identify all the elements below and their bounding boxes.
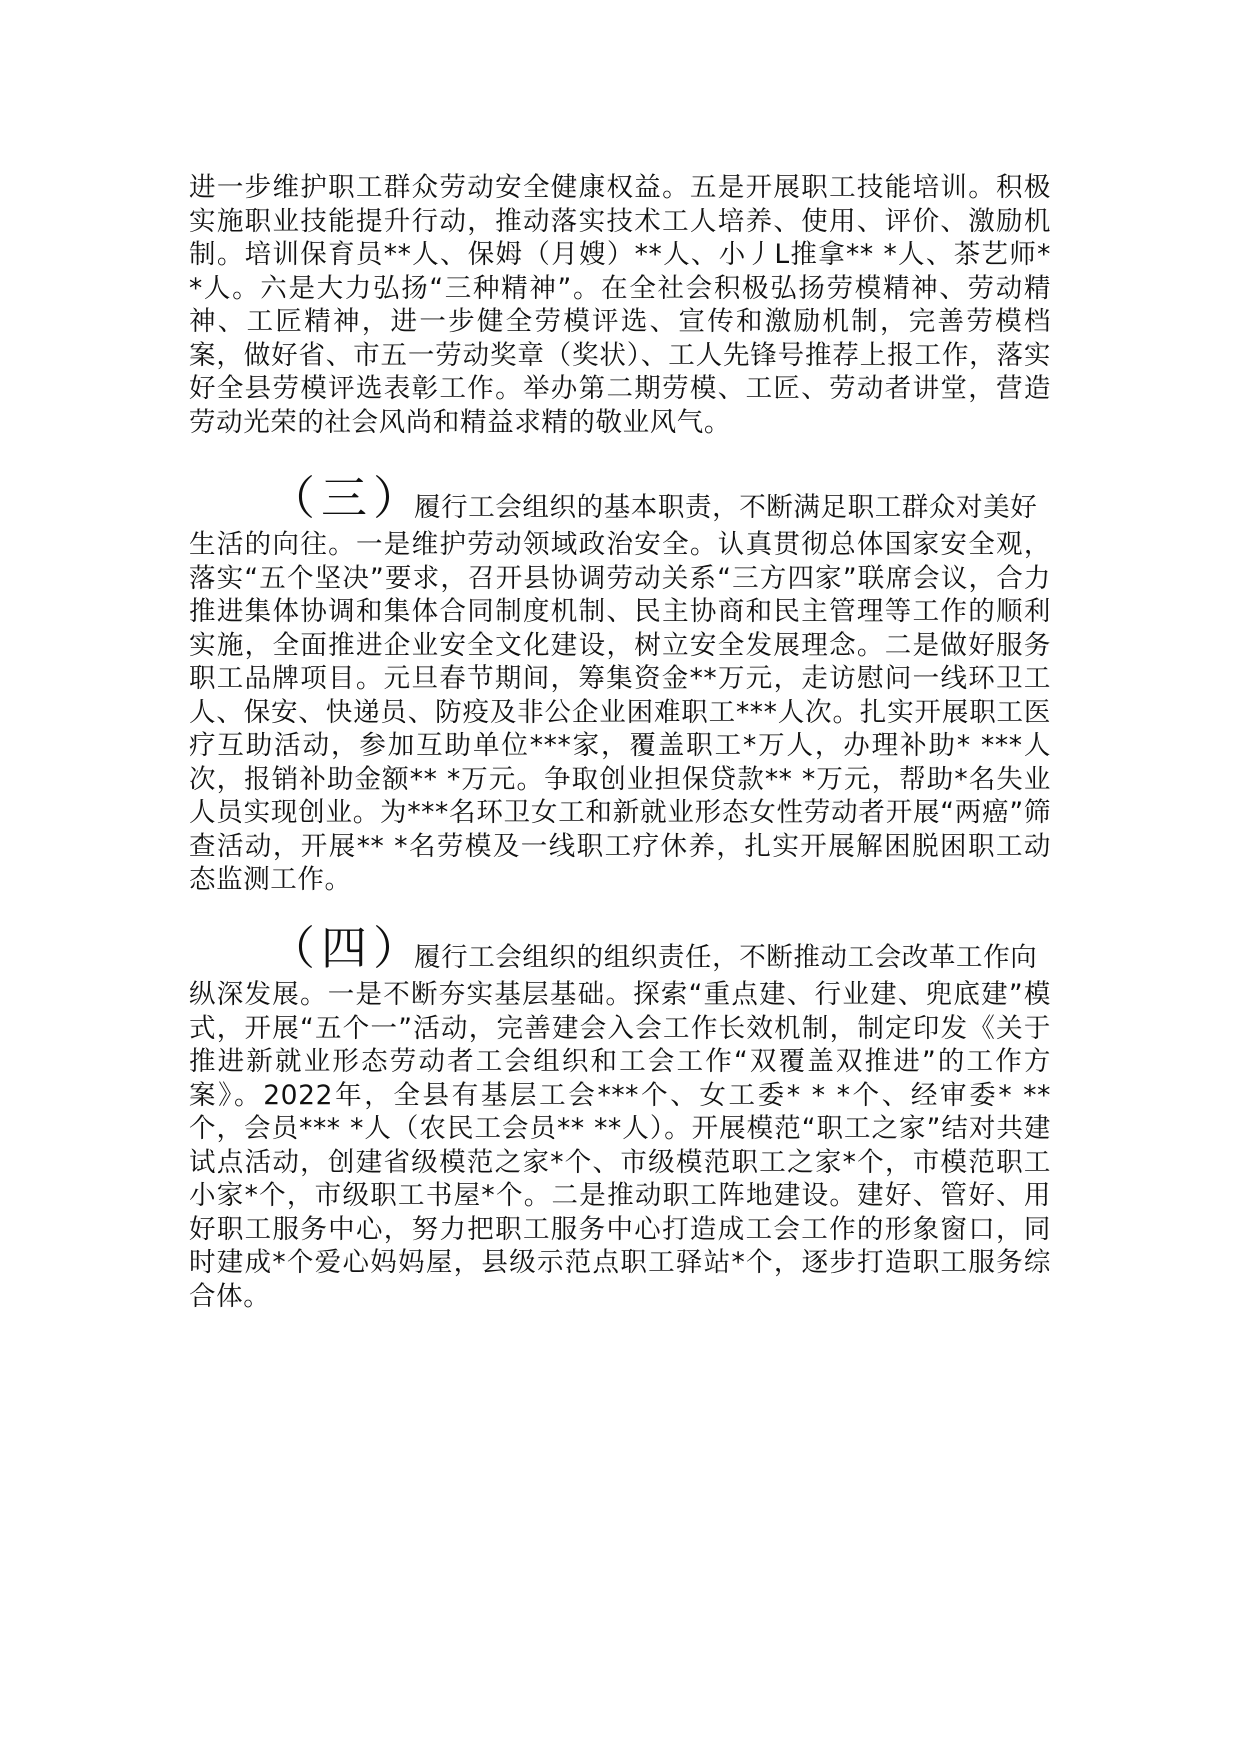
section-three-heading: 履行工会组织的基本职责，不断满足职工群众对美好 [414, 491, 1038, 523]
section-four-marker: （四） [269, 921, 425, 975]
section-four-heading-line [189, 921, 1051, 978]
section-four [189, 921, 1051, 1313]
section-three-marker: （三） [269, 471, 425, 525]
section-three [189, 471, 1051, 897]
section-three-heading-line [189, 471, 1051, 528]
section-four-heading: 履行工会组织的组织责任，不断推动工会改革工作向 [414, 941, 1038, 973]
paragraph-continued [189, 171, 1051, 439]
section-three-body: 生活的向往。一是维护劳动领域政治安全。认真贯彻总体国家安全观，落实“五个坚决”要求，召开县协调劳动关系“三方四家”联席会议，合力推进集体协调和集体合同制度机制、民主协商和民主管理等工作的顺利实施，全面推进企业安全文化建设，树立安全发展理念。二是做好服务职工品牌项目。元旦春节期间，筹集资金**万元，走访慰问一线环卫工人、保安、快递员、防疫及非公企业困难职工***人次。扎实开展职工医疗互助活动，参加互助单位***家，覆盖职工*万人，办理补助* ***人次，报销补助金额** *万元。争取创业担保贷款** *万元，帮助*名失业人员实现创业。为***名环卫女工和新就业形态女性劳动者开展“两癌”筛查活动，开展** *名劳模及一线职工疗休养，扎实开展解困脱困职工动态监测工作。 [189, 529, 1051, 895]
section-four-body: 纵深发展。一是不断夯实基层基础。探索“重点建、行业建、兜底建”模式，开展“五个一”活动，完善建会入会工作长效机制，制定印发《关于推进新就业形态劳动者工会组织和工会工作“双覆盖双推进”的工作方案》。2022年，全县有基层工会***个、女工委* * *个、经审委* ** 个，会员*** *人（农民工会员** **人）。开展模范“职工之家”结对共建试点活动，创建省级模范之家*个、市级模范职工之家*个，市模范职工小家*个，市级职工书屋*个。二是推动职工阵地建设。建好、管好、用好职工服务中心，努力把职工服务中心打造成工会工作的形象窗口，同时建成*个爱心妈妈屋，县级示范点职工驿站*个，逐步打造职工服务综合体。 [189, 979, 1051, 1312]
paragraph-text: 进一步维护职工群众劳动安全健康权益。五是开展职工技能培训。积极实施职业技能提升行动，推动落实技术工人培养、使用、评价、激励机制。培训保育员**人、保姆（月嫂）**人、小丿L推拿** *人、茶艺师* *人。六是大力弘扬“三种精神”。在全社会积极弘扬劳模精神、劳动精神、工匠精神，进一步健全劳模评选、宣传和激励机制，完善劳模档案，做好省、市五一劳动奖章（奖状）、工人先锋号推荐上报工作，落实好全县劳模评选表彰工作。举办第二期劳模、工匠、劳动者讲堂，营造劳动光荣的社会风尚和精益求精的敬业风气。 [189, 172, 1051, 438]
